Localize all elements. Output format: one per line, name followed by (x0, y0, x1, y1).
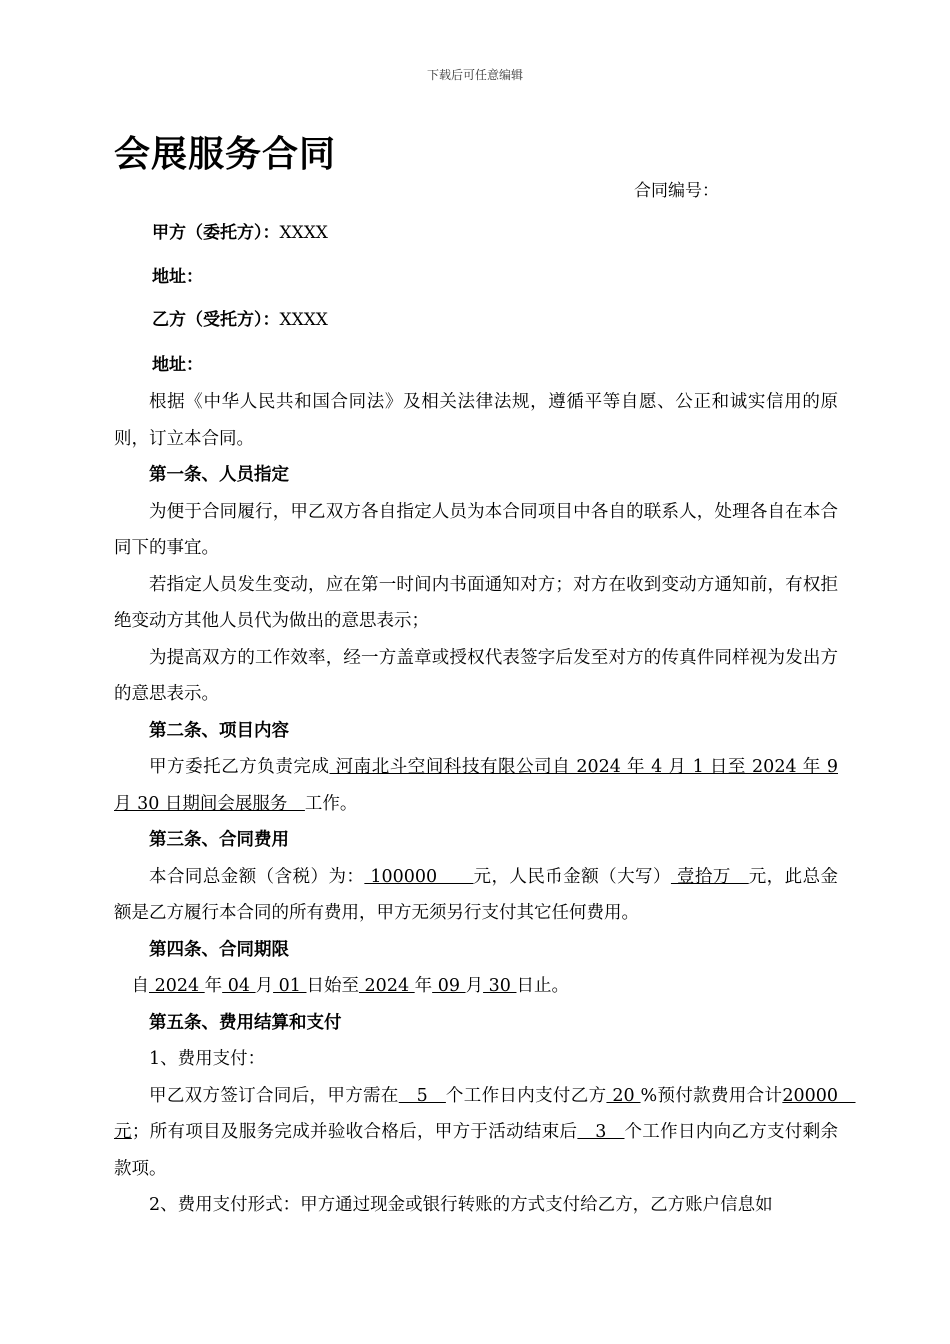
article-1-paragraph-3: 为提高双方的工作效率，经一方盖章或授权代表签字后发至对方的传真件同样视为发出方的意思表示。 (114, 647, 838, 704)
term-text: 日始至 (306, 976, 359, 996)
contract-body (114, 384, 856, 1224)
article-4-paragraph (114, 968, 838, 1005)
term-text: 日止。 (516, 976, 569, 996)
term-text: 自 (131, 976, 149, 996)
article-3-text-end: 元，此总金额是乙方履行本合同的所有费用，甲方无须另行支付其它任何费用。 (114, 866, 839, 923)
article-3-paragraph (114, 859, 838, 932)
end-year-field: 2024 (358, 976, 415, 996)
end-month-field: 09 (432, 976, 466, 996)
start-month-field: 04 (222, 976, 256, 996)
article-1-heading: 第一条、人员指定 (149, 465, 289, 485)
party-b-label: 乙方（受托方）： (152, 310, 280, 330)
payment-text: 个工作日内向乙方支付剩余款项。 (114, 1122, 839, 1179)
start-year-field: 2024 (149, 976, 205, 996)
article-2-heading: 第二条、项目内容 (149, 720, 289, 741)
payment-text: %预付款费用合计 (640, 1085, 783, 1106)
payment-text: 个工作日内支付乙方 (445, 1085, 607, 1106)
party-a-value: XXXX (279, 223, 328, 243)
term-text: 月 (465, 976, 484, 996)
header-note: 下载后可任意编辑 (426, 68, 523, 82)
term-text: 年 (414, 976, 433, 996)
article-5-heading: 第五条、费用结算和支付 (149, 1012, 342, 1033)
article-2-text-end: 工作。 (304, 793, 358, 814)
end-day-field: 30 (483, 976, 517, 996)
article-5-item-2: 2、费用支付形式：甲方通过现金或银行转账的方式支付给乙方，乙方账户信息如 (149, 1195, 773, 1215)
party-a-label: 甲方（委托方）： (152, 223, 280, 243)
article-5-payment-paragraph (114, 1078, 856, 1188)
term-text: 年 (204, 976, 223, 996)
article-3-text-mid: 元，人民币金额（大写） (473, 866, 671, 887)
amount-field: 100000 (364, 866, 474, 887)
article-2-paragraph (114, 749, 838, 822)
payment-text: 甲乙双方签订合同后，甲方需在 (149, 1085, 399, 1106)
balance-days-field: 3 (577, 1122, 625, 1142)
article-1-paragraph-2: 若指定人员发生变动，应在第一时间内书面通知对方；对方在收到变动方通知前，有权拒绝变动方其他人员代为做出的意思表示； (114, 574, 838, 631)
article-2-text: 甲方委托乙方负责完成 (149, 757, 330, 777)
article-4-heading: 第四条、合同期限 (149, 939, 289, 960)
payment-days-field: 5 (398, 1085, 446, 1106)
payment-text: ；所有项目及服务完成并验收合格后，甲方于活动结束后 (131, 1122, 578, 1142)
start-day-field: 01 (273, 976, 307, 996)
document-title: 会展服务合同 (114, 134, 337, 175)
amount-cn-field: 壹拾万 (670, 866, 749, 887)
intro-paragraph: 根据《中华人民共和国合同法》及相关法律法规，遵循平等自愿、公正和诚实信用的原则，订立本合同。 (114, 392, 838, 449)
party-a-address: 地址： (152, 267, 203, 287)
article-1-paragraph-1: 为便于合同履行，甲乙双方各自指定人员为本合同项目中各自的联系人，处理各自在本合同下的事宜。 (114, 501, 838, 558)
article-3-text: 本合同总金额（含税）为： (149, 866, 365, 887)
party-b-line (152, 305, 328, 330)
article-5-item-1: 1、费用支付： (149, 1049, 266, 1069)
party-b-value: XXXX (279, 310, 328, 330)
prepay-amount-field: 20000 元 (114, 1085, 856, 1142)
term-text: 月 (255, 976, 274, 996)
article-3-heading: 第三条、合同费用 (149, 830, 289, 850)
prepay-percent-field: 20 (606, 1085, 641, 1106)
party-a-line (152, 218, 328, 243)
project-field: 河南北斗空间科技有限公司自 2024 年 4 月 1 日至 2024 年 9 月 30 日期间会展服务 (114, 757, 838, 814)
contract-number-label: 合同编号： (634, 181, 719, 201)
party-b-address: 地址： (152, 355, 203, 375)
